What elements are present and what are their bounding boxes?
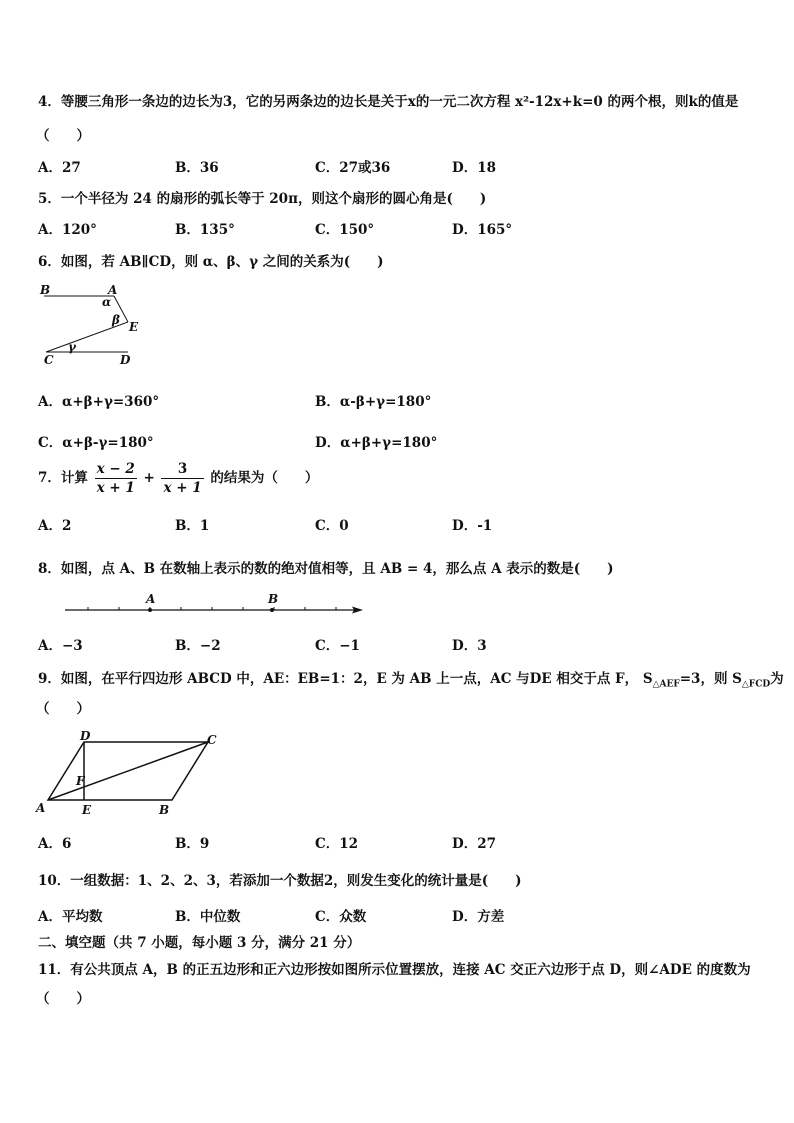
q7-frac1-numerator: x − 2 bbox=[96, 461, 135, 477]
q7-fraction-2 bbox=[161, 460, 203, 497]
q6-stem: 6．如图，若 AB∥CD，则 α、β、γ 之间的关系为( ) bbox=[38, 254, 384, 270]
q7-fraction-1 bbox=[95, 460, 137, 497]
q7-option-d: D．-1 bbox=[452, 518, 493, 534]
q7-plus: + bbox=[143, 470, 155, 486]
q7-frac1-denominator: x + 1 bbox=[96, 480, 135, 496]
q8-stem: 8．如图，点 A、B 在数轴上表示的数的绝对值相等，且 AB = 4，那么点 A 表示的数是( ) bbox=[38, 561, 614, 577]
q9-label-a: A bbox=[36, 801, 46, 815]
q6-label-a: A bbox=[108, 283, 118, 297]
q7-option-c: C．0 bbox=[315, 518, 349, 534]
q6-option-a: A．α+β+γ=360° bbox=[38, 394, 160, 410]
q6-label-beta: β bbox=[112, 313, 120, 327]
q4-answer-paren: （ ） bbox=[36, 128, 90, 144]
q10-stem: 10．一组数据：1、2、2、3，若添加一个数据2，则发生变化的统计量是( ) bbox=[38, 873, 522, 889]
q9-label-d: D bbox=[80, 729, 91, 743]
q9-sub-fcd: △FCD bbox=[741, 679, 771, 690]
q8-option-c: C．−1 bbox=[315, 638, 360, 654]
q10-option-c: C．众数 bbox=[315, 909, 367, 925]
q6-label-c: C bbox=[44, 353, 54, 367]
q10-option-d: D．方差 bbox=[452, 909, 505, 925]
q8-point-a bbox=[148, 608, 152, 612]
q6-label-gamma: γ bbox=[68, 340, 76, 354]
q11-answer-paren: （ ） bbox=[36, 991, 90, 1007]
q9-label-b: B bbox=[159, 803, 170, 817]
q6-label-b: B bbox=[40, 283, 51, 297]
q9-stem-part-1: 9．如图，在平行四边形 ABCD 中，AE：EB=1：2，E 为 AB 上一点，AC 与DE 相交于点 F， S bbox=[38, 671, 653, 687]
q6-option-c: C．α+β-γ=180° bbox=[38, 435, 154, 451]
q7-stem bbox=[38, 460, 318, 497]
q8-option-a: A．−3 bbox=[38, 638, 83, 654]
q6-label-e: E bbox=[129, 320, 139, 334]
q7-frac2-denominator: x + 1 bbox=[163, 480, 202, 496]
q9-sub-aef: △AEF bbox=[652, 679, 680, 690]
q9-option-d: D．27 bbox=[452, 836, 496, 852]
q4-option-a: A．27 bbox=[38, 160, 81, 176]
q9-answer-paren: （ ） bbox=[36, 701, 90, 717]
q4-option-d: D．18 bbox=[452, 160, 496, 176]
q4-stem: 4．等腰三角形一条边的边长为3，它的另两条边的边长是关于x的一元二次方程 x²-12x+k=0 的两个根，则k的值是 bbox=[38, 94, 739, 110]
q9-label-c: C bbox=[207, 733, 217, 747]
q7-suffix: 的结果为（ ） bbox=[210, 470, 319, 486]
q5-option-d: D．165° bbox=[452, 222, 513, 238]
q9-option-b: B．9 bbox=[175, 836, 210, 852]
q10-option-b: B．中位数 bbox=[175, 909, 241, 925]
q4-option-c: C．27或36 bbox=[315, 160, 391, 176]
q6-figure bbox=[36, 282, 146, 370]
q9-figure bbox=[34, 726, 234, 820]
q11-stem: 11．有公共顶点 A，B 的正五边形和正六边形按如图所示位置摆放，连接 AC 交正六边形于点 D，则∠ADE 的度数为 bbox=[38, 962, 751, 978]
q6-label-alpha: α bbox=[102, 295, 112, 309]
q4-option-b: B．36 bbox=[175, 160, 219, 176]
q5-stem: 5．一个半径为 24 的扇形的弧长等于 20π，则这个扇形的圆心角是( ) bbox=[38, 191, 487, 207]
q7-option-b: B．1 bbox=[175, 518, 210, 534]
q8-number-line bbox=[60, 590, 370, 620]
q7-option-a: A．2 bbox=[38, 518, 72, 534]
q8-label-b: B bbox=[268, 592, 279, 606]
q9-stem-part-3: 为 bbox=[770, 671, 784, 687]
q6-option-b: B．α-β+γ=180° bbox=[315, 394, 432, 410]
q8-point-b bbox=[270, 608, 274, 612]
q9-stem bbox=[38, 667, 784, 690]
section-2-title: 二、填空题（共 7 小题，每小题 3 分，满分 21 分） bbox=[38, 935, 361, 951]
q6-option-d: D．α+β+γ=180° bbox=[315, 435, 438, 451]
q7-frac2-numerator: 3 bbox=[161, 460, 203, 479]
q9-option-c: C．12 bbox=[315, 836, 359, 852]
q8-option-d: D．3 bbox=[452, 638, 487, 654]
q9-stem-part-2: =3，则 S bbox=[679, 671, 742, 687]
q5-option-a: A．120° bbox=[38, 222, 97, 238]
q9-label-e: E bbox=[82, 803, 92, 817]
q6-label-d: D bbox=[120, 353, 131, 367]
q5-option-c: C．150° bbox=[315, 222, 375, 238]
q8-option-b: B．−2 bbox=[175, 638, 221, 654]
q8-label-a: A bbox=[146, 592, 156, 606]
q10-option-a: A．平均数 bbox=[38, 909, 103, 925]
q7-prefix: 7．计算 bbox=[38, 470, 88, 486]
q5-option-b: B．135° bbox=[175, 222, 235, 238]
q9-label-f: F bbox=[76, 774, 85, 788]
q9-option-a: A．6 bbox=[38, 836, 72, 852]
